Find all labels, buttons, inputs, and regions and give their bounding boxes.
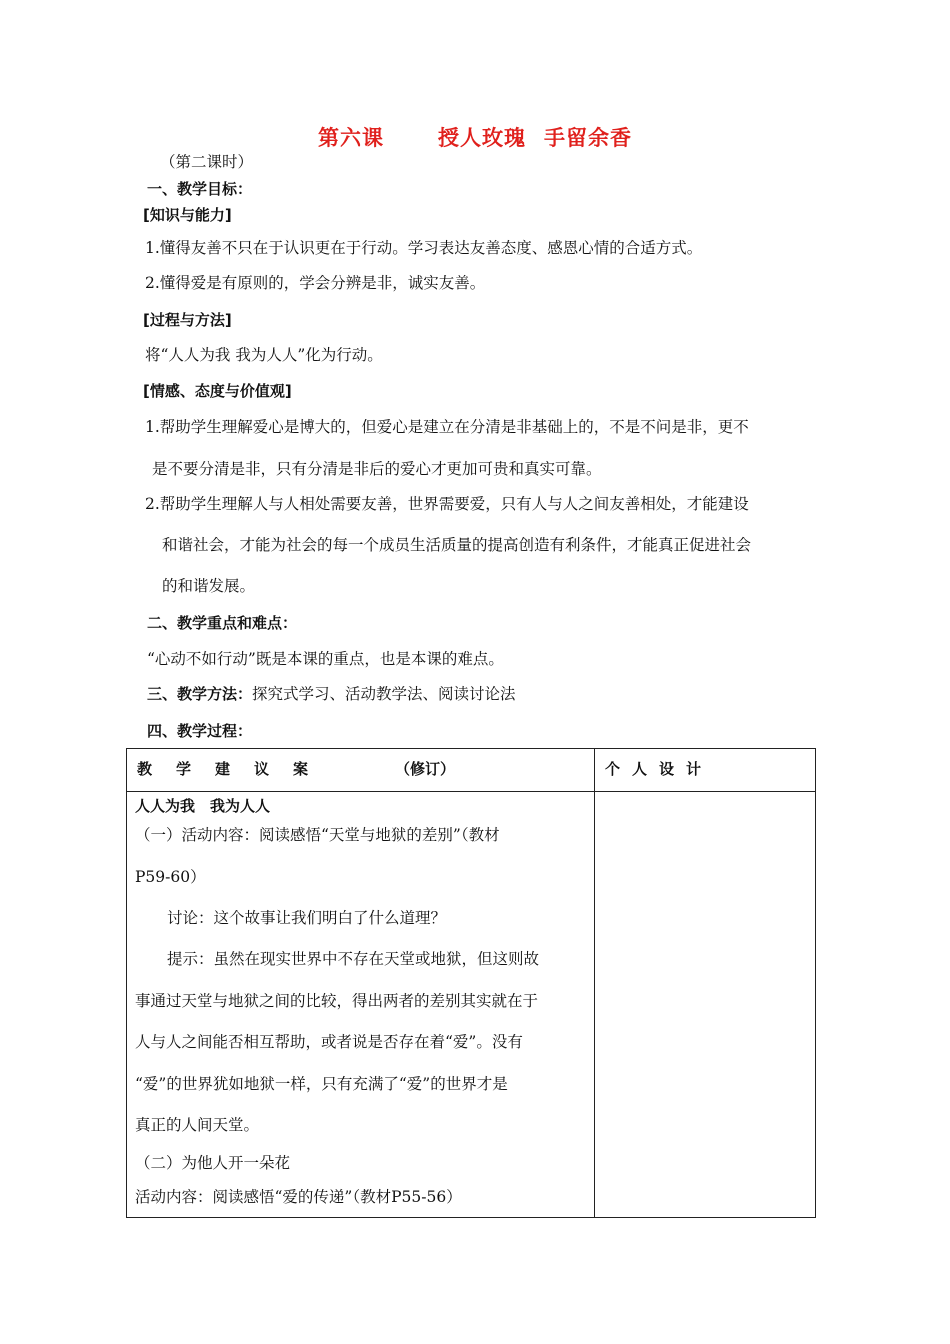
hint-line-1: 提示：虽然在现实世界中不存在天堂或地狱，但这则故 — [167, 950, 540, 968]
emotion-item-1-line-1: 1.帮助学生理解爱心是博大的，但爱心是建立在分清是非基础上的，不是不问是非，更不 — [145, 418, 749, 436]
teaching-process-table — [126, 748, 816, 1218]
emotion-item-2-line-3: 的和谐发展。 — [162, 577, 256, 595]
lesson-period: （第二课时） — [160, 153, 254, 171]
section-objectives-heading: 一、教学目标： — [147, 180, 253, 198]
section-methods-heading: 三、教学方法： — [147, 685, 253, 703]
process-item-1: 将“人人为我 我为人人”化为行动。 — [145, 346, 383, 364]
emotion-item-2-line-1: 2.帮助学生理解人与人相处需要友善，世界需要爱，只有人与人之间友善相处，才能建设 — [145, 495, 749, 513]
activity-heading: 人人为我 我为人人 — [135, 797, 271, 815]
hint-line-4: “爱”的世界犹如地狱一样，只有充满了“爱”的世界才是 — [135, 1075, 508, 1093]
knowledge-item-1: 1.懂得友善不只在于认识更在于行动。学习表达友善态度、感恩心情的合适方式。 — [145, 239, 703, 257]
knowledge-ability-heading: [知识与能力] — [143, 206, 232, 224]
activity-1-line-1: （一）活动内容：阅读感悟“天堂与地狱的差别”（教材 — [135, 826, 500, 844]
header-personal-label: 个人设计 — [605, 760, 714, 778]
activity-2-heading: （二）为他人开一朵花 — [135, 1154, 291, 1172]
page-title — [0, 122, 950, 152]
plan-content-cell — [127, 792, 595, 1218]
emotion-values-heading: [情感、态度与价值观] — [143, 382, 292, 400]
hint-line-5: 真正的人间天堂。 — [135, 1116, 260, 1134]
title-sub: 手留余香 — [544, 126, 632, 150]
section-key-points-heading: 二、教学重点和难点： — [147, 614, 298, 632]
personal-design-cell — [595, 792, 816, 1218]
header-plan-note: （修订） — [395, 760, 456, 778]
section-methods — [147, 684, 516, 704]
table-body-row — [127, 792, 816, 1218]
header-plan-label: 教学建议案 — [137, 760, 333, 778]
emotion-item-1-line-2: 是不要分清是非，只有分清是非后的爱心才更加可贵和真实可靠。 — [152, 460, 602, 478]
section-methods-text: 探究式学习、活动教学法、阅读讨论法 — [252, 685, 516, 703]
discussion-question: 讨论：这个故事让我们明白了什么道理？ — [167, 909, 447, 927]
hint-line-2: 事通过天堂与地狱之间的比较，得出两者的差别其实就在于 — [135, 992, 539, 1010]
knowledge-item-2: 2.懂得爱是有原则的，学会分辨是非，诚实友善。 — [145, 274, 486, 292]
header-cell-plan — [127, 749, 595, 792]
key-points-text: “心动不如行动”既是本课的重点，也是本课的难点。 — [147, 650, 504, 668]
emotion-item-2-line-2: 和谐社会，才能为社会的每一个成员生活质量的提高创造有利条件，才能真正促进社会 — [162, 536, 752, 554]
header-cell-personal — [595, 749, 816, 792]
activity-1-line-2: P59-60） — [135, 868, 206, 886]
hint-line-3: 人与人之间能否相互帮助，或者说是否存在着“爱”。没有 — [135, 1033, 523, 1051]
activity-2-content: 活动内容：阅读感悟“爱的传递”（教材P55-56） — [135, 1188, 462, 1206]
title-main: 授人玫瑰 — [438, 126, 526, 150]
process-method-heading: [过程与方法] — [143, 311, 232, 329]
title-lesson: 第六课 — [318, 126, 384, 150]
table-header-row — [127, 749, 816, 792]
section-process-heading: 四、教学过程： — [147, 722, 253, 740]
